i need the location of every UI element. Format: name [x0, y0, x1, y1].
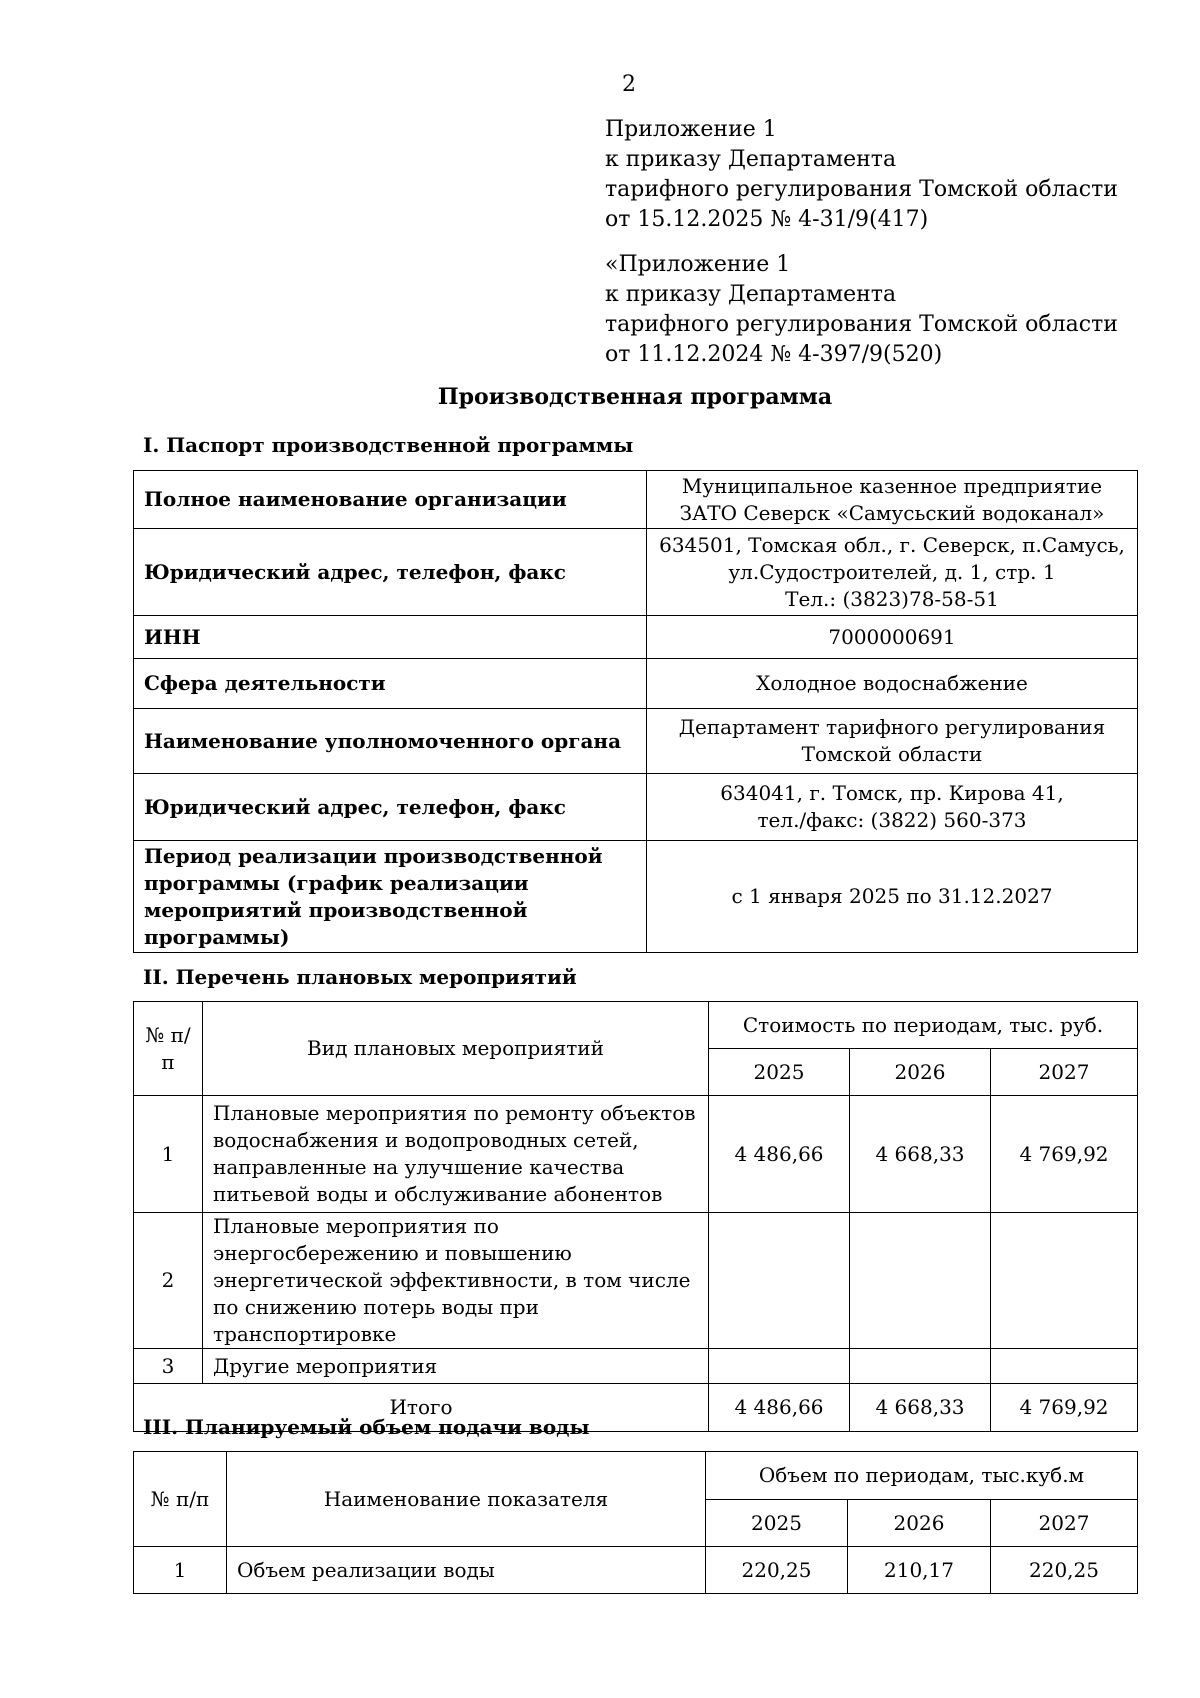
column-header-year: 2025 [706, 1500, 848, 1547]
annex-header-current [605, 115, 1118, 235]
row-label: Сфера деятельности [134, 659, 647, 709]
annex-header-previous [605, 250, 1118, 370]
row-value-2027: 4 769,92 [991, 1096, 1138, 1213]
row-value: 634501, Томская обл., г. Северск, п.Самусь, ул.Судостроителей, д. 1, стр. 1 Тел.: (3823)78-58-51 [647, 529, 1138, 616]
passport-table [133, 470, 1138, 953]
total-value-2027: 4 769,92 [991, 1384, 1138, 1432]
row-value: Муниципальное казенное предприятие ЗАТО Северск «Самусьский водоканал» [647, 471, 1138, 529]
column-header-name: Наименование показателя [227, 1452, 706, 1547]
total-value-2025: 4 486,66 [709, 1384, 850, 1432]
column-header-year: 2025 [709, 1049, 850, 1096]
page-number: 2 [622, 72, 636, 97]
table-row [134, 709, 1138, 774]
column-header-year: 2027 [991, 1500, 1138, 1547]
row-value-2025 [709, 1213, 850, 1349]
row-value-2026: 4 668,33 [850, 1096, 991, 1213]
table-header-row [134, 1452, 1138, 1500]
row-name: Объем реализации воды [227, 1547, 706, 1594]
row-num: 3 [134, 1349, 203, 1384]
planned-measures-table [133, 1001, 1138, 1432]
row-value-2025: 4 486,66 [709, 1096, 850, 1213]
row-name: Плановые мероприятия по ремонту объектов водоснабжения и водопроводных сетей, направленные на улучшение качества питьевой воды и обслуживание абонентов [203, 1096, 709, 1213]
annex-line: от 11.12.2024 № 4-397/9(520) [605, 342, 943, 367]
table-row [134, 659, 1138, 709]
row-value-2026 [850, 1213, 991, 1349]
row-value-2027 [991, 1349, 1138, 1384]
row-num: 1 [134, 1096, 203, 1213]
section-2-heading: II. Перечень плановых мероприятий [143, 965, 577, 989]
row-value-2025: 220,25 [706, 1547, 848, 1594]
table-row [134, 1547, 1138, 1594]
row-label: Наименование уполномоченного органа [134, 709, 647, 774]
section-1-heading: I. Паспорт производственной программы [143, 433, 634, 457]
row-value-2026: 210,17 [848, 1547, 991, 1594]
row-label: Юридический адрес, телефон, факс [134, 529, 647, 616]
table-row [134, 1213, 1138, 1349]
column-header-volume: Объем по периодам, тыс.куб.м [706, 1452, 1138, 1500]
row-value: с 1 января 2025 по 31.12.2027 [647, 841, 1138, 953]
annex-line: к приказу Департамента [605, 147, 897, 172]
document-title: Производственная программа [437, 384, 833, 410]
row-value-2025 [709, 1349, 850, 1384]
total-value-2026: 4 668,33 [850, 1384, 991, 1432]
annex-line: от 15.12.2025 № 4-31/9(417) [605, 207, 929, 232]
row-value-2027 [991, 1213, 1138, 1349]
row-value: 634041, г. Томск, пр. Кирова 41, тел./факс: (3822) 560-373 [647, 774, 1138, 841]
column-header-year: 2026 [848, 1500, 991, 1547]
table-row [134, 841, 1138, 953]
annex-line: Приложение 1 [605, 117, 777, 142]
row-label: ИНН [134, 616, 647, 659]
row-num: 1 [134, 1547, 227, 1594]
table-row [134, 1096, 1138, 1213]
row-label: Полное наименование организации [134, 471, 647, 529]
annex-line: «Приложение 1 [605, 252, 791, 277]
row-value: Департамент тарифного регулирования Томской области [647, 709, 1138, 774]
row-name: Плановые мероприятия по энергосбережению и повышению энергетической эффективности, в том числе по снижению потерь воды при транспортировке [203, 1213, 709, 1349]
column-header-num: № п/п [134, 1452, 227, 1547]
column-header-cost: Стоимость по периодам, тыс. руб. [709, 1002, 1138, 1049]
row-name: Другие мероприятия [203, 1349, 709, 1384]
row-label: Период реализации производственной программы (график реализации мероприятий производственной программы) [134, 841, 647, 953]
table-row [134, 1349, 1138, 1384]
table-row [134, 471, 1138, 529]
column-header-num: № п/п [134, 1002, 203, 1096]
section-3-heading: III. Планируемый объем подачи воды [143, 1415, 590, 1439]
table-row [134, 529, 1138, 616]
column-header-name: Вид плановых мероприятий [203, 1002, 709, 1096]
row-num: 2 [134, 1213, 203, 1349]
column-header-year: 2027 [991, 1049, 1138, 1096]
table-row [134, 616, 1138, 659]
table-header-row [134, 1002, 1138, 1049]
water-volume-table [133, 1451, 1138, 1594]
row-label: Юридический адрес, телефон, факс [134, 774, 647, 841]
row-value: 7000000691 [647, 616, 1138, 659]
column-header-year: 2026 [850, 1049, 991, 1096]
annex-line: к приказу Департамента [605, 282, 897, 307]
table-row [134, 774, 1138, 841]
row-value-2026 [850, 1349, 991, 1384]
annex-line: тарифного регулирования Томской области [605, 312, 1118, 337]
annex-line: тарифного регулирования Томской области [605, 177, 1118, 202]
row-value: Холодное водоснабжение [647, 659, 1138, 709]
total-label: Итого [134, 1384, 709, 1432]
row-value-2027: 220,25 [991, 1547, 1138, 1594]
